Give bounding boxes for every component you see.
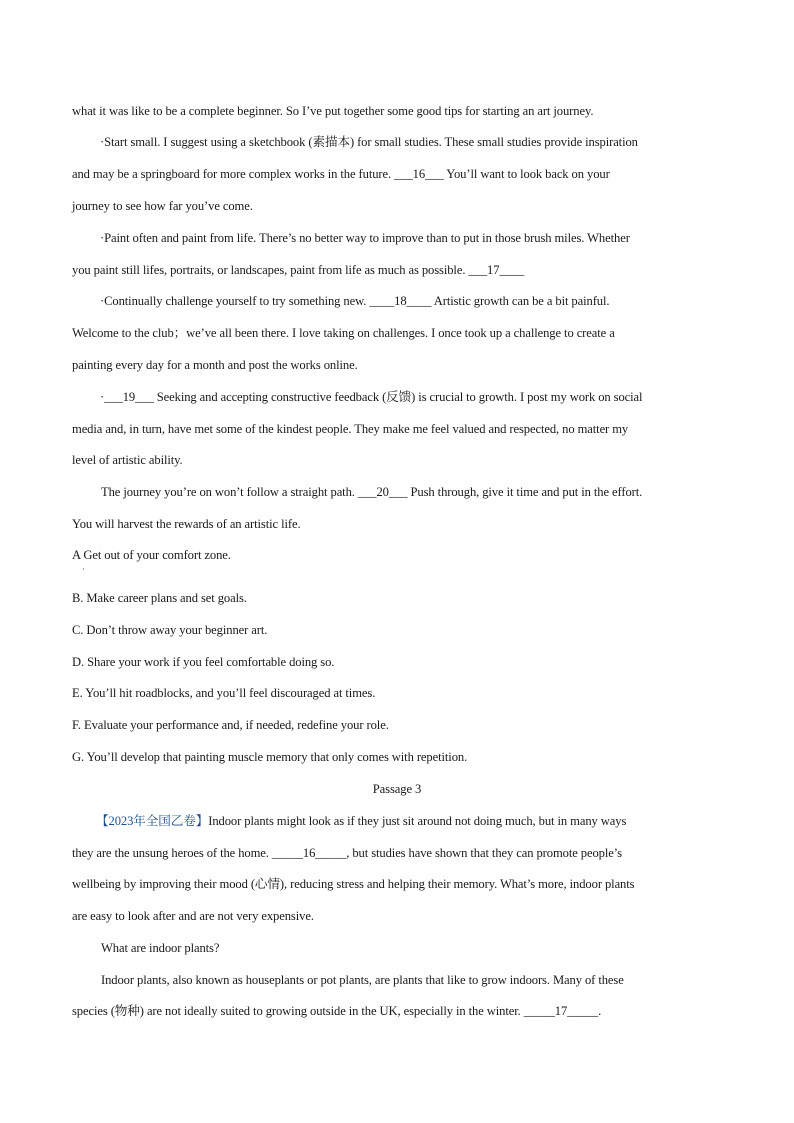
- passage3-p1-line2-after: , but studies have shown that they can promote people’s: [346, 846, 622, 860]
- tip4-line2: media and, in turn, have met some of the kindest people. They make me feel valued and respected, no matter my: [72, 422, 629, 436]
- passage3-p2-line2-before: species (物种) are not ideally suited to growing outside in the UK, especially in the winter.: [72, 1004, 524, 1018]
- tip3-line2: Welcome to the club；we’ve all been there. I love taking on challenges. I once took up a challenge to create a: [72, 326, 615, 340]
- passage3-p2-line1: Indoor plants, also known as houseplants or pot plants, are plants that like to grow indoors. Many of these: [101, 973, 624, 987]
- blank-18: ____18____: [369, 294, 432, 308]
- tip3-line1-before: ·Continually challenge yourself to try something new.: [100, 294, 370, 308]
- passage3-p1-line2-before: they are the unsung heroes of the home.: [72, 846, 272, 860]
- option-b: B. Make career plans and set goals.: [72, 591, 247, 605]
- blank-17: ___17____: [468, 263, 525, 277]
- option-e: E. You’ll hit roadblocks, and you’ll feel discouraged at times.: [72, 686, 376, 700]
- p3-blank-16: _____16_____: [271, 846, 347, 860]
- option-g: G. You’ll develop that painting muscle memory that only comes with repetition.: [72, 750, 468, 764]
- blank-16: ___16___: [394, 167, 444, 181]
- tip4-line1-before: ·: [100, 390, 105, 404]
- tip4-line3: level of artistic ability.: [72, 453, 183, 467]
- passage3-heading: Passage 3: [372, 782, 422, 796]
- passage3-subheading: What are indoor plants?: [101, 941, 220, 955]
- passage3-p2-line2: [72, 1003, 601, 1019]
- tip2-line2-before: you paint still lifes, portraits, or landscapes, paint from life as much as possible.: [72, 263, 469, 277]
- option-f: F. Evaluate your performance and, if needed, redefine your role.: [72, 718, 389, 732]
- passage3-p2-line2-after: .: [598, 1004, 602, 1018]
- option-a: A Get out of your comfort zone.: [72, 548, 231, 562]
- option-c: C. Don’t throw away your beginner art.: [72, 623, 268, 637]
- tip3-line3: painting every day for a month and post the works online.: [72, 358, 358, 372]
- p3-blank-17: _____17_____: [523, 1004, 599, 1018]
- tip1-line3: journey to see how far you’ve come.: [72, 199, 253, 213]
- intro-tail-line: what it was like to be a complete beginner. So I’ve put together some good tips for starting an art journey.: [72, 104, 594, 118]
- passage3-p1-line3: wellbeing by improving their mood (心情), reducing stress and helping their memory. What’s more, indoor plants: [72, 877, 635, 891]
- option-a-mark: ·: [82, 565, 85, 574]
- tip1-line2: [72, 166, 610, 182]
- source-tag: 【2023年全国乙卷】: [96, 814, 209, 828]
- tip3-line1-after: Artistic growth can be a bit painful.: [431, 294, 610, 308]
- tip2-line1: ·Paint often and paint from life. There’s no better way to improve than to put in those brush miles. Whether: [100, 231, 630, 245]
- passage3-p1-line2: [72, 845, 622, 861]
- closing-line1-before: The journey you’re on won’t follow a straight path.: [101, 485, 358, 499]
- blank-19: ___19___: [104, 390, 154, 404]
- blank-20: ___20___: [357, 485, 408, 499]
- closing-line1-after: Push through, give it time and put in the effort.: [407, 485, 643, 499]
- tip2-line2: [72, 262, 524, 278]
- option-d: D. Share your work if you feel comfortable doing so.: [72, 655, 335, 669]
- tip4-line1-after: Seeking and accepting constructive feedback (反馈) is crucial to growth. I post my work on social: [153, 390, 643, 404]
- passage3-p1-line4: are easy to look after and are not very expensive.: [72, 909, 314, 923]
- closing-line2: You will harvest the rewards of an artistic life.: [72, 517, 301, 531]
- tip1-line2-after: You’ll want to look back on your: [443, 167, 610, 181]
- tip1-line1: ·Start small. I suggest using a sketchbook (素描本) for small studies. These small studies provide inspiration: [100, 135, 638, 149]
- tip1-line2-before: and may be a springboard for more complex works in the future.: [72, 167, 395, 181]
- tip4-line1: [100, 389, 642, 405]
- tip3-line1: [100, 293, 609, 309]
- closing-line1: [101, 484, 642, 500]
- passage3-p1-line1-text: Indoor plants might look as if they just sit around not doing much, but in many ways: [208, 814, 627, 828]
- passage3-p1-line1: [96, 813, 626, 829]
